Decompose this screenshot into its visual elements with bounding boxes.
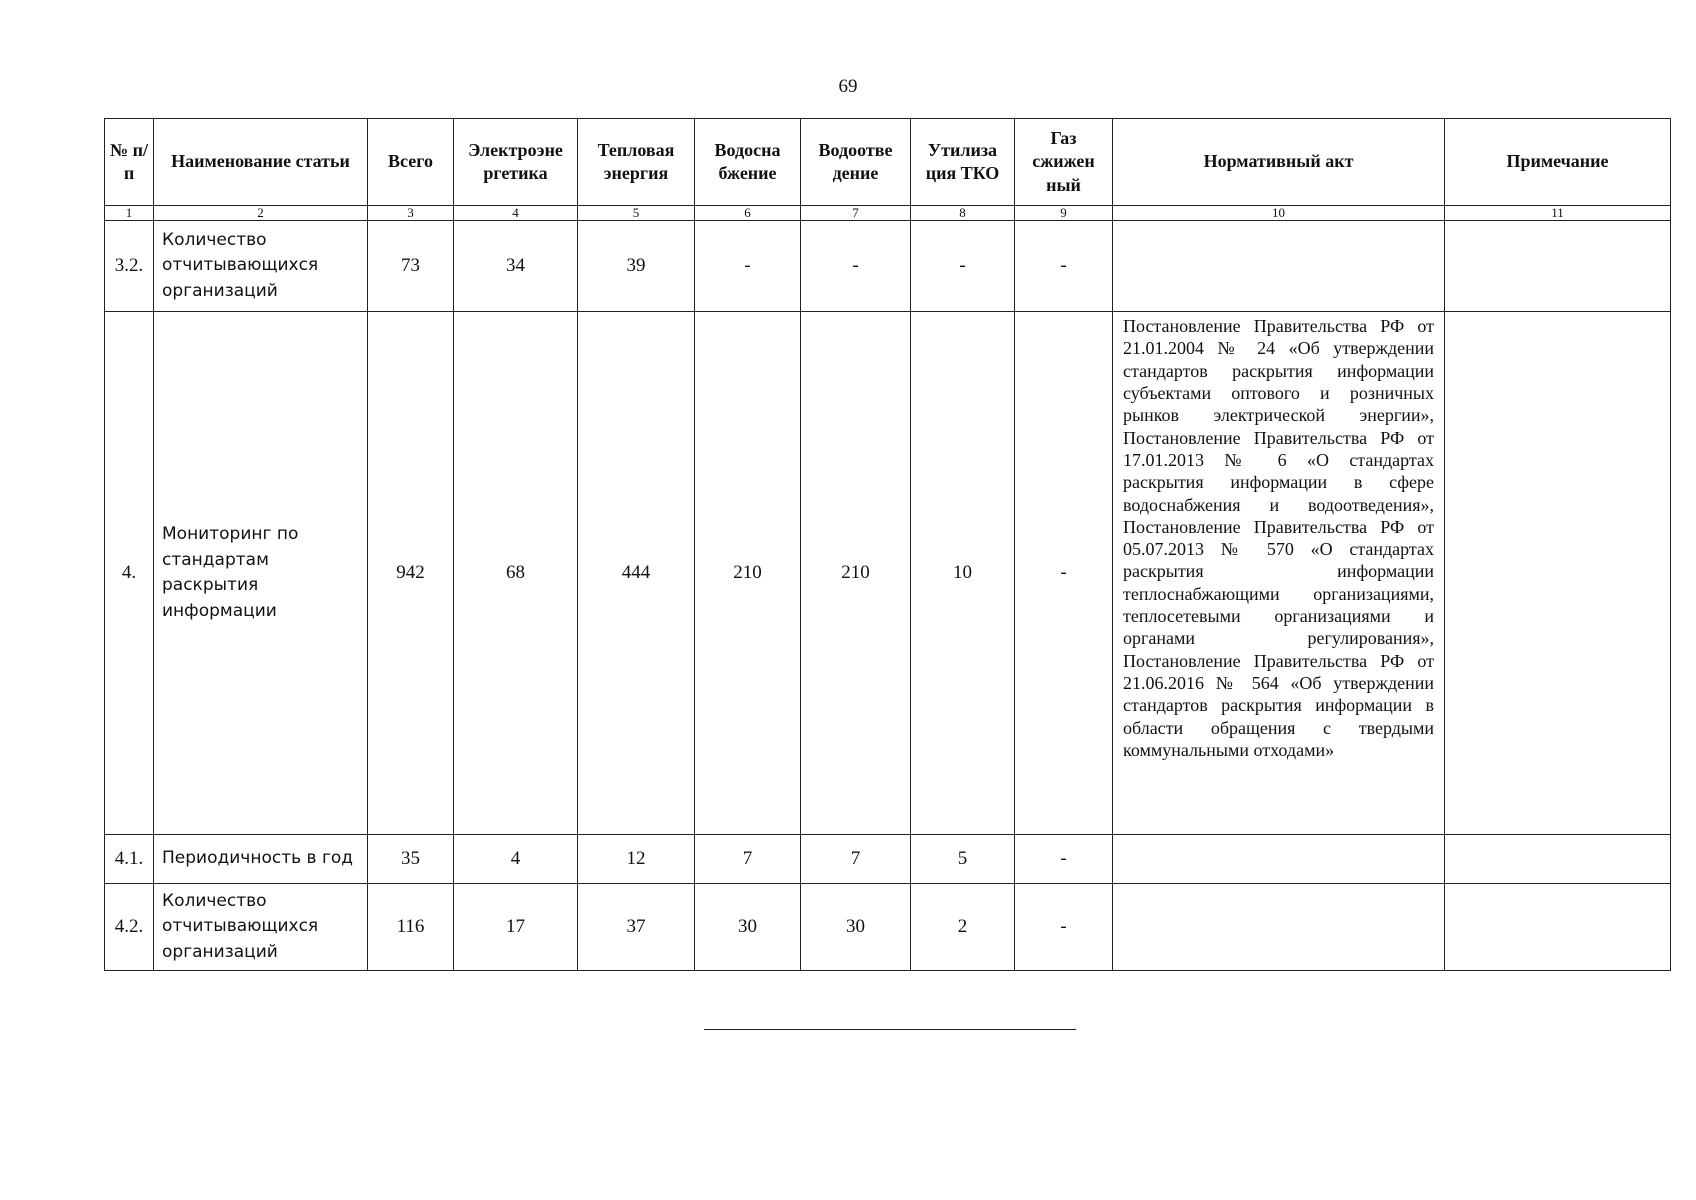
column-number-row bbox=[105, 206, 1671, 221]
cell-total: 116 bbox=[368, 884, 454, 971]
cell-water-disposal: 210 bbox=[801, 312, 911, 835]
cell-water-supply: 210 bbox=[695, 312, 801, 835]
cell-tko: - bbox=[911, 221, 1015, 312]
column-number: 10 bbox=[1113, 206, 1445, 221]
row-num: 3.2. bbox=[105, 221, 154, 312]
column-number: 3 bbox=[368, 206, 454, 221]
header-act: Нормативный акт bbox=[1113, 119, 1445, 206]
cell-tko: 5 bbox=[911, 835, 1015, 884]
table-row bbox=[105, 312, 1671, 835]
column-number: 4 bbox=[454, 206, 578, 221]
column-number: 8 bbox=[911, 206, 1015, 221]
cell-act: Постановление Правительства РФ от 21.01.2004 № 24 «Об утверждении стандартов раскрытия информации субъектами оптового и розничных рынков электрической энергии», Постановление Правительства РФ от 17.01.2013 № 6 «О стандартах раскрытия информации в сфере водоснабжения и водоотведения», Постановление Правительства РФ от 05.07.2013 № 570 «О стандартах раскрытия информации теплоснабжающими организациями, теплосетевыми организациями и органами регулирования», Постановление Правительства РФ от 21.06.2016 № 564 «Об утверждении стандартов раскрытия информации в области обращения с твердыми коммунальными отходами» bbox=[1113, 312, 1445, 835]
table-row bbox=[105, 221, 1671, 312]
cell-heat: 12 bbox=[578, 835, 695, 884]
row-name: Мониторинг по стандартам раскрытия информации bbox=[154, 312, 368, 835]
cell-act bbox=[1113, 884, 1445, 971]
column-number: 9 bbox=[1015, 206, 1113, 221]
header-tko: Утилиза ция ТКО bbox=[911, 119, 1015, 206]
column-number: 1 bbox=[105, 206, 154, 221]
cell-tko: 10 bbox=[911, 312, 1015, 835]
header-water-disposal: Водоотве дение bbox=[801, 119, 911, 206]
row-num: 4.1. bbox=[105, 835, 154, 884]
table-row bbox=[105, 884, 1671, 971]
column-number: 2 bbox=[154, 206, 368, 221]
row-name: Количество отчитывающихся организаций bbox=[154, 221, 368, 312]
page-number: 69 bbox=[838, 76, 858, 97]
header-name: Наименование статьи bbox=[154, 119, 368, 206]
header-electro: Электроэне ргетика bbox=[454, 119, 578, 206]
bottom-divider bbox=[704, 1029, 1076, 1030]
cell-electro: 17 bbox=[454, 884, 578, 971]
cell-electro: 68 bbox=[454, 312, 578, 835]
row-name: Периодичность в год bbox=[154, 835, 368, 884]
cell-total: 35 bbox=[368, 835, 454, 884]
cell-act bbox=[1113, 835, 1445, 884]
cell-water-supply: 7 bbox=[695, 835, 801, 884]
cell-heat: 444 bbox=[578, 312, 695, 835]
header-heat: Тепловая энергия bbox=[578, 119, 695, 206]
cell-note bbox=[1445, 312, 1671, 835]
cell-water-disposal: - bbox=[801, 221, 911, 312]
header-total: Всего bbox=[368, 119, 454, 206]
cell-act bbox=[1113, 221, 1445, 312]
cell-tko: 2 bbox=[911, 884, 1015, 971]
cell-water-supply: 30 bbox=[695, 884, 801, 971]
row-name: Количество отчитывающихся организаций bbox=[154, 884, 368, 971]
row-num: 4.2. bbox=[105, 884, 154, 971]
header-gas: Газ сжижен ный bbox=[1015, 119, 1113, 206]
column-number: 11 bbox=[1445, 206, 1671, 221]
cell-note bbox=[1445, 835, 1671, 884]
cell-water-disposal: 7 bbox=[801, 835, 911, 884]
cell-total: 73 bbox=[368, 221, 454, 312]
header-num: № п/п bbox=[105, 119, 154, 206]
cell-electro: 34 bbox=[454, 221, 578, 312]
column-number: 5 bbox=[578, 206, 695, 221]
report-table bbox=[104, 118, 1671, 971]
cell-gas: - bbox=[1015, 835, 1113, 884]
cell-note bbox=[1445, 884, 1671, 971]
table-row bbox=[105, 835, 1671, 884]
row-num: 4. bbox=[105, 312, 154, 835]
cell-gas: - bbox=[1015, 884, 1113, 971]
cell-total: 942 bbox=[368, 312, 454, 835]
cell-water-disposal: 30 bbox=[801, 884, 911, 971]
cell-heat: 39 bbox=[578, 221, 695, 312]
cell-gas: - bbox=[1015, 221, 1113, 312]
cell-note bbox=[1445, 221, 1671, 312]
column-number: 7 bbox=[801, 206, 911, 221]
column-number: 6 bbox=[695, 206, 801, 221]
cell-electro: 4 bbox=[454, 835, 578, 884]
header-row bbox=[105, 119, 1671, 206]
cell-heat: 37 bbox=[578, 884, 695, 971]
cell-water-supply: - bbox=[695, 221, 801, 312]
cell-gas: - bbox=[1015, 312, 1113, 835]
header-note: Примечание bbox=[1445, 119, 1671, 206]
header-water-supply: Водосна бжение bbox=[695, 119, 801, 206]
